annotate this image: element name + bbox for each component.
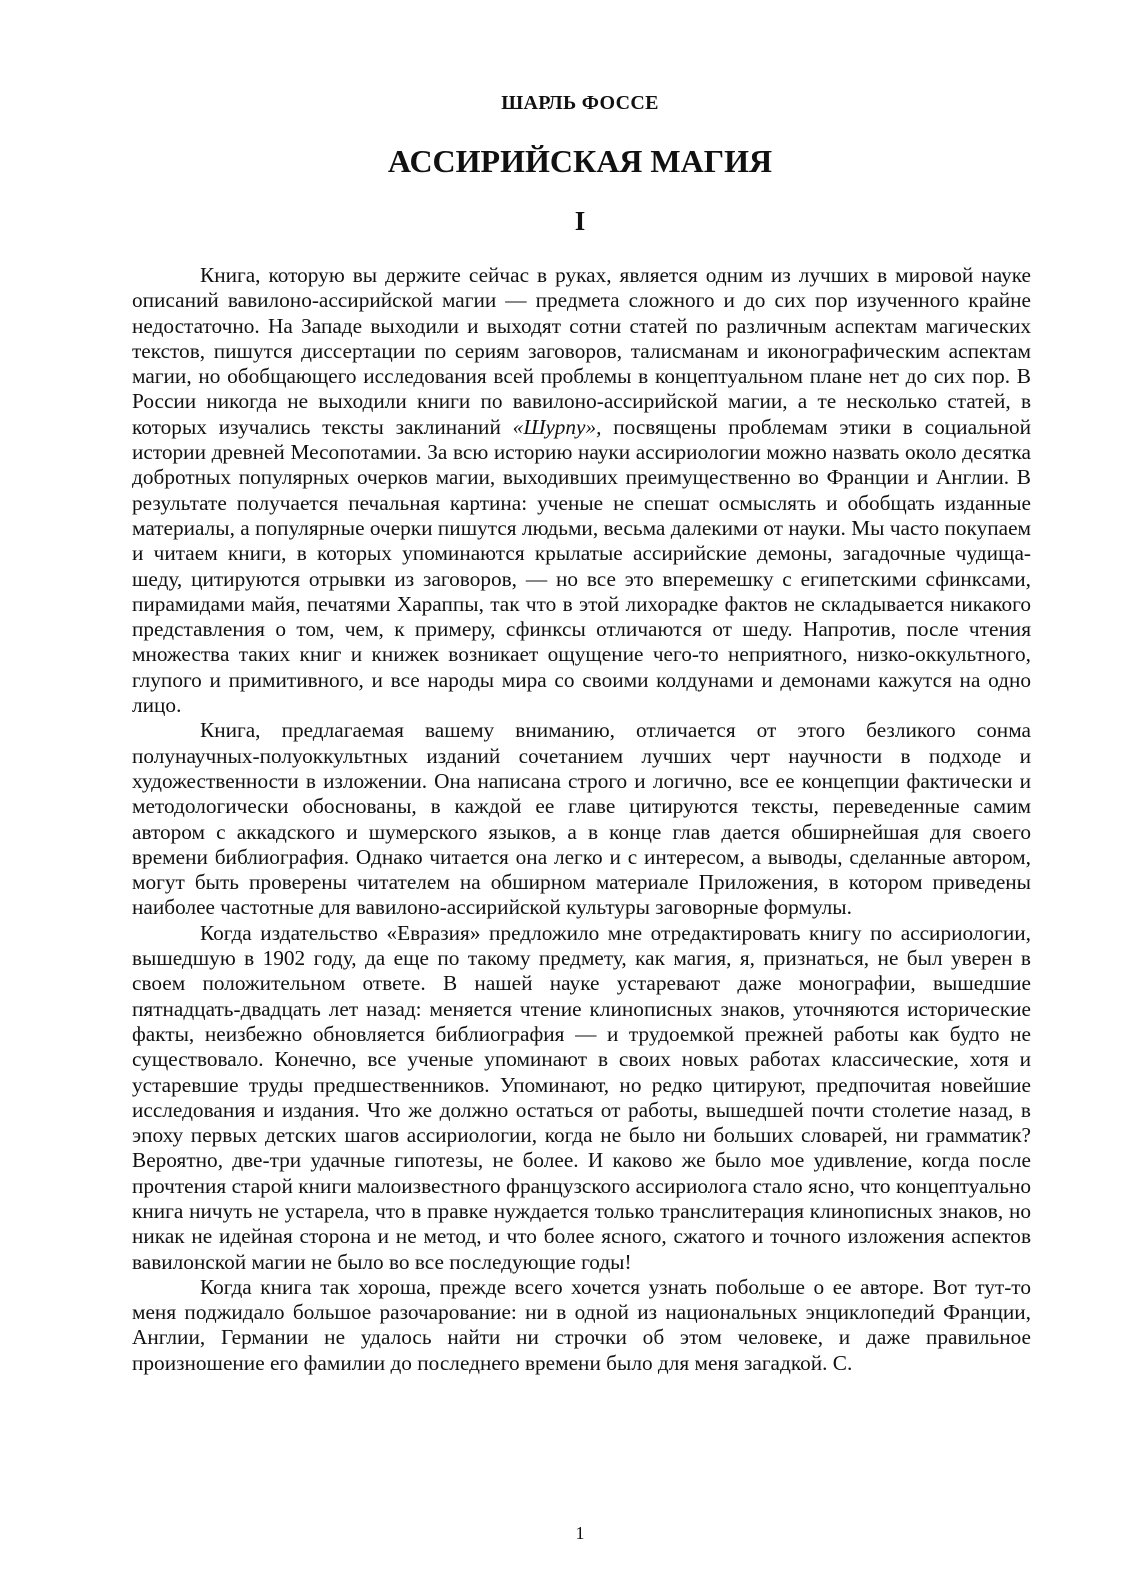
paragraph-4: Когда книга так хороша, прежде всего хочется узнать побольше о ее авторе. Вот тут-то меня поджидало большое разочарование: ни в одной из национальных энциклопедий Франции, Англии, Германии не удалось найти ни строчки об этом человеке, и даже правильное произношение его фамилии до последнего времени было для меня загадкой. С. — [132, 1274, 1031, 1375]
body-text — [132, 263, 1031, 1376]
paragraph-1 — [132, 263, 1031, 718]
page-number: 1 — [575, 1523, 585, 1543]
chapter-number: I — [574, 206, 586, 236]
paragraph-1-text-end: посвящены проблемам этики в социальной истории древней Месопотамии. За всю историю науки ассириологии можно назвать около десятка добротных популярных очерков магии, выходивших преимущественно во Франции и Англии. В результате получается печальная картина: ученые не спешат осмыслять и обобщать изданные материалы, а популярные очерки пишутся людьми, весьма далекими от науки. Мы часто покупаем и читаем книги, в которых упоминаются крылатые ассирийские демоны, загадочные чудища-шеду, цитируются отрывки из заговоров, — но все это вперемешку с египетскими сфинксами, пирамидами майя, печатями Хараппы, так что в этой лихорадке фактов не складывается никакого представления о том, чем, к примеру, сфинксы отличаются от шеду. Напротив, после чтения множества таких книг и книжек возникает ощущение чего-то неприятного, низко-оккультного, глупого и примитивного, и все народы мира со своими колдунами и демонами кажутся на одно лицо. — [132, 414, 1031, 718]
paragraph-3: Когда издательство «Евразия» предложило мне отредактировать книгу по ассириологии, вышедшую в 1902 году, да еще по такому предмету, как магия, я, признаться, не был уверен в своем положительном ответе. В нашей науке устаревают даже монографии, вышедшие пятнадцать-двадцать лет назад: меняется чтение клинописных знаков, уточняются исторические факты, неизбежно обновляется библиография — и трудоемкой прежней работы как будто не существовало. Конечно, все ученые упоминают в своих новых работах классические, хотя и устаревшие труды предшественников. Упоминают, но редко цитируют, предпочитая новейшие исследования и издания. Что же должно остаться от работы, вышедшей почти столетие назад, в эпоху первых детских шагов ассириологии, когда не было ни больших словарей, ни грамматик? Вероятно, две-три удачные гипотезы, не более. И каково же было мое удивление, когда после прочтения старой книги малоизвестного французского ассириолога стало ясно, что концептуально книга ничуть не устарела, что в правке нуждается только транслитерация клинописных знаков, но никак не идейная сторона и не метод, и что более ясного, сжатого и точного изложения аспектов вавилонской магии не было во все последующие годы! — [132, 920, 1031, 1274]
author-heading: ШАРЛЬ ФОССЕ — [501, 92, 659, 114]
paragraph-2: Книга, предлагаемая вашему вниманию, отличается от этого безликого сонма полунаучных-полуоккультных изданий сочетанием лучших черт научности в подходе и художественности в изложении. Она написана строго и логично, все ее концепции фактически и методологически обоснованы, в каждой ее главе цитируются тексты, переведенные самим автором с аккадского и шумерского языков, а в конце глав дается обширнейшая для своего времени библиография. Однако читается она легко и с интересом, а выводы, сделанные автором, могут быть проверены читателем на обширном материале Приложения, в котором приведены наиболее частотные для вавилоно-ассирийской культуры заговорные формулы. — [132, 718, 1031, 920]
paragraph-1-text-start: Книга, которую вы держите сейчас в руках, является одним из лучших в мировой науке описаний вавилоно-ассирийской магии — предмета сложного и до сих пор изученного крайне недостаточно. На Западе выходили и выходят сотни статей по различным аспектам магических текстов, пишутся диссертации по сериям заговоров, талисманам и иконографическим аспектам магии, но обобщающего исследования всей проблемы в концептуальном плане нет до сих пор. В России никогда не выходили книги по вавилоно-ассирийской магии, а те несколько статей, в которых изучались тексты заклинаний — [132, 263, 1031, 439]
book-title: АССИРИЙСКАЯ МАГИЯ — [387, 143, 773, 179]
italic-title-shurpu: «Шурпу», — [512, 414, 602, 439]
